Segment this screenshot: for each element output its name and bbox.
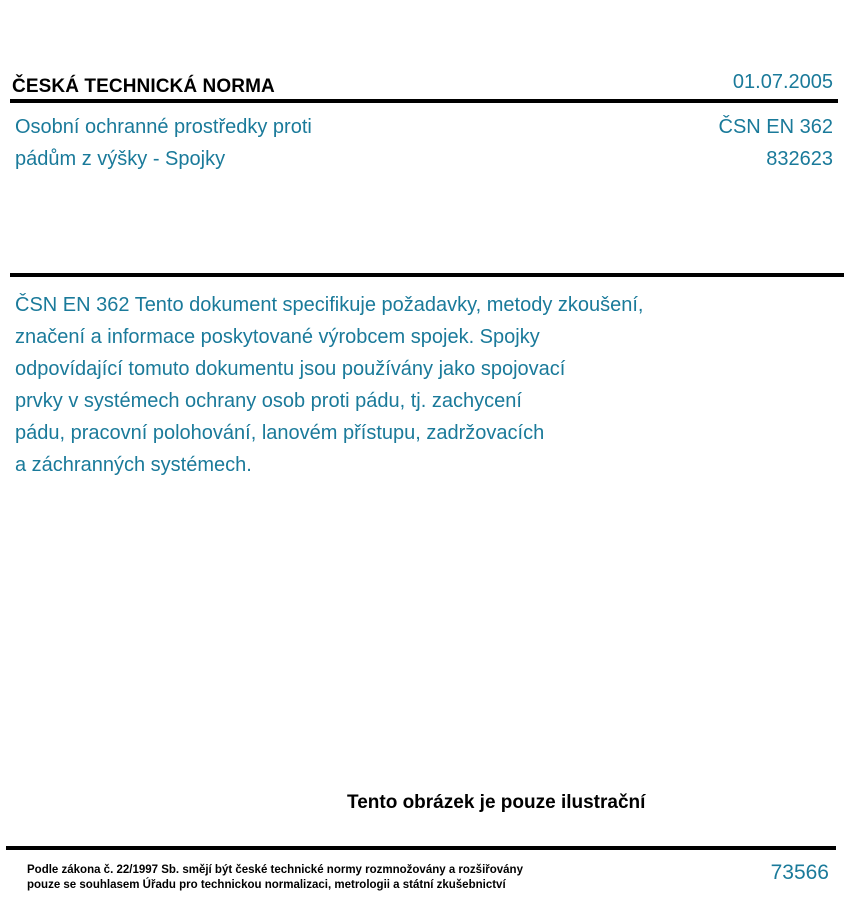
- legal-line: Podle zákona č. 22/1997 Sb. smějí být české technické normy rozmnožovány a rozšiřovány: [27, 864, 523, 876]
- top-divider: [10, 99, 838, 103]
- standard-title-line-1: Osobní ochranné prostředky proti: [15, 116, 312, 138]
- abstract-line: ČSN EN 362 Tento dokument specifikuje požadavky, metody zkoušení,: [15, 294, 644, 316]
- legal-notice: [27, 863, 523, 893]
- publication-date: 01.07.2005: [732, 71, 833, 93]
- standard-title-line-2: pádům z výšky - Spojky: [15, 148, 226, 170]
- middle-divider: [10, 273, 844, 277]
- abstract-line: a záchranných systémech.: [15, 454, 252, 476]
- abstract-line: značení a informace poskytované výrobcem spojek. Spojky: [15, 326, 540, 348]
- abstract-text: [15, 289, 715, 481]
- standard-class-code: 832623: [766, 148, 833, 170]
- document-number: 73566: [770, 861, 829, 884]
- standard-designation: ČSN EN 362: [718, 116, 833, 138]
- illustration-note: Tento obrázek je pouze ilustrační: [347, 792, 646, 813]
- abstract-line: pádu, pracovní polohování, lanovém přístupu, zadržovacích: [15, 422, 545, 444]
- abstract-line: odpovídající tomuto dokumentu jsou používány jako spojovací: [15, 358, 566, 380]
- bottom-divider: [6, 846, 836, 850]
- abstract-line: prvky v systémech ochrany osob proti pádu, tj. zachycení: [15, 390, 522, 412]
- legal-line: pouze se souhlasem Úřadu pro technickou normalizaci, metrologii a státní zkušebnictví: [27, 879, 506, 891]
- page-heading: ČESKÁ TECHNICKÁ NORMA: [12, 76, 275, 97]
